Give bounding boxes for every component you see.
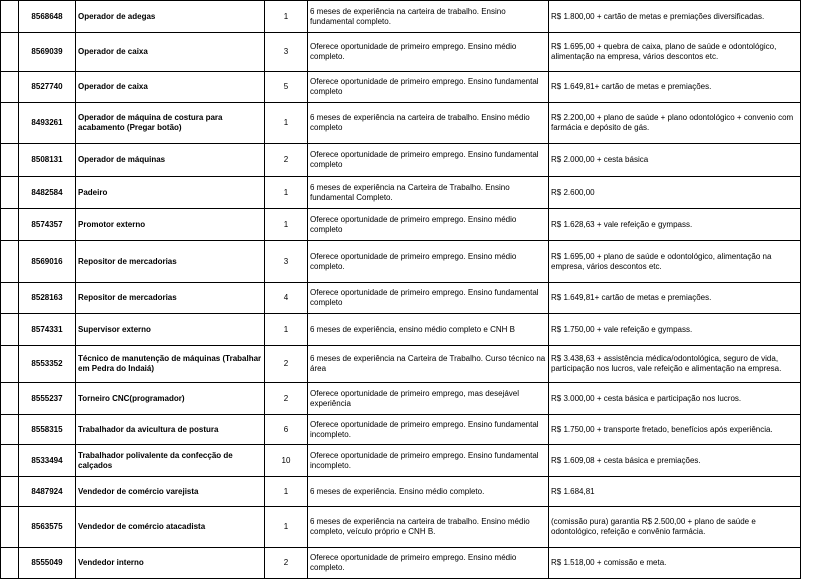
table-row	[1, 177, 801, 209]
table-row	[1, 507, 801, 548]
vacancy-count-cell: 2	[265, 548, 308, 579]
requirements-cell: Oferece oportunidade de primeiro emprego. Ensino fundamental completo	[308, 283, 549, 314]
vacancy-code-cell: 8527740	[19, 72, 76, 103]
row-margin-cell	[1, 209, 19, 241]
table-row	[1, 283, 801, 314]
requirements-cell: Oferece oportunidade de primeiro emprego. Ensino médio completo.	[308, 241, 549, 283]
table-row	[1, 383, 801, 415]
table-row	[1, 415, 801, 445]
vacancy-count-cell: 1	[265, 507, 308, 548]
job-title-cell: Trabalhador polivalente da confecção de calçados	[76, 445, 265, 477]
requirements-cell: Oferece oportunidade de primeiro emprego. Ensino fundamental incompleto.	[308, 445, 549, 477]
requirements-cell: 6 meses de experiência, ensino médio completo e CNH B	[308, 314, 549, 346]
vacancy-count-cell: 1	[265, 209, 308, 241]
salary-benefits-cell: R$ 1.649,81+ cartão de metas e premiações.	[549, 283, 801, 314]
requirements-cell: Oferece oportunidade de primeiro emprego. Ensino fundamental incompleto.	[308, 415, 549, 445]
job-title-cell: Operador de caixa	[76, 72, 265, 103]
requirements-cell: 6 meses de experiência na Carteira de Trabalho. Ensino fundamental Completo.	[308, 177, 549, 209]
vacancy-code-cell: 8569039	[19, 33, 76, 72]
row-margin-cell	[1, 72, 19, 103]
row-margin-cell	[1, 445, 19, 477]
vacancy-count-cell: 4	[265, 283, 308, 314]
salary-benefits-cell: R$ 1.695,00 + plano de saúde e odontológico, alimentação na empresa, vários descontos etc.	[549, 241, 801, 283]
requirements-cell: 6 meses de experiência na Carteira de Trabalho. Curso técnico na área	[308, 346, 549, 383]
table-row	[1, 241, 801, 283]
salary-benefits-cell: R$ 1.695,00 + quebra de caixa, plano de saúde e odontológico, alimentação na empresa, vários descontos etc.	[549, 33, 801, 72]
job-title-cell: Operador de máquinas	[76, 144, 265, 177]
table-row	[1, 445, 801, 477]
vacancy-code-cell: 8533494	[19, 445, 76, 477]
vacancy-count-cell: 1	[265, 103, 308, 144]
requirements-cell: Oferece oportunidade de primeiro emprego. Ensino médio completo	[308, 209, 549, 241]
table-row	[1, 33, 801, 72]
vacancy-count-cell: 2	[265, 346, 308, 383]
row-margin-cell	[1, 477, 19, 507]
vacancy-code-cell: 8487924	[19, 477, 76, 507]
row-margin-cell	[1, 548, 19, 579]
row-margin-cell	[1, 144, 19, 177]
job-title-cell: Padeiro	[76, 177, 265, 209]
requirements-cell: Oferece oportunidade de primeiro emprego. Ensino médio completo.	[308, 33, 549, 72]
salary-benefits-cell: R$ 2.200,00 + plano de saúde + plano odontológico + convenio com farmácia e depósito de gás.	[549, 103, 801, 144]
vacancy-count-cell: 2	[265, 144, 308, 177]
job-rows	[1, 1, 801, 579]
requirements-cell: 6 meses de experiência. Ensino médio completo.	[308, 477, 549, 507]
row-margin-cell	[1, 1, 19, 33]
job-title-cell: Repositor de mercadorias	[76, 283, 265, 314]
vacancy-code-cell: 8574357	[19, 209, 76, 241]
job-title-cell: Vendedor interno	[76, 548, 265, 579]
row-margin-cell	[1, 507, 19, 548]
row-margin-cell	[1, 346, 19, 383]
salary-benefits-cell: R$ 1.750,00 + vale refeição e gympass.	[549, 314, 801, 346]
salary-benefits-cell: R$ 1.750,00 + transporte fretado, benefícios após experiência.	[549, 415, 801, 445]
vacancy-code-cell: 8555237	[19, 383, 76, 415]
vacancy-code-cell: 8508131	[19, 144, 76, 177]
vacancy-count-cell: 3	[265, 241, 308, 283]
requirements-cell: 6 meses de experiência na carteira de trabalho. Ensino fundamental completo.	[308, 1, 549, 33]
requirements-cell: 6 meses de experiência na carteira de trabalho. Ensino médio completo	[308, 103, 549, 144]
table-row	[1, 144, 801, 177]
vacancy-count-cell: 1	[265, 477, 308, 507]
requirements-cell: Oferece oportunidade de primeiro emprego. Ensino médio completo.	[308, 548, 549, 579]
job-title-cell: Vendedor de comércio atacadista	[76, 507, 265, 548]
job-title-cell: Promotor externo	[76, 209, 265, 241]
table-row	[1, 209, 801, 241]
table-row	[1, 72, 801, 103]
vacancy-code-cell: 8563575	[19, 507, 76, 548]
job-title-cell: Operador de máquina de costura para acabamento (Pregar botão)	[76, 103, 265, 144]
vacancy-count-cell: 5	[265, 72, 308, 103]
vacancy-code-cell: 8558315	[19, 415, 76, 445]
vacancy-code-cell: 8482584	[19, 177, 76, 209]
vacancy-code-cell: 8553352	[19, 346, 76, 383]
salary-benefits-cell: R$ 1.609,08 + cesta básica e premiações.	[549, 445, 801, 477]
job-title-cell: Operador de caixa	[76, 33, 265, 72]
salary-benefits-cell: R$ 1.628,63 + vale refeição e gympass.	[549, 209, 801, 241]
row-margin-cell	[1, 383, 19, 415]
table-row	[1, 1, 801, 33]
salary-benefits-cell: (comissão pura) garantia R$ 2.500,00 + plano de saúde e odontológico, refeição e convênio farmácia.	[549, 507, 801, 548]
table-row	[1, 314, 801, 346]
salary-benefits-cell: R$ 2.000,00 + cesta básica	[549, 144, 801, 177]
salary-benefits-cell: R$ 1.800,00 + cartão de metas e premiações diversificadas.	[549, 1, 801, 33]
vacancy-code-cell: 8569016	[19, 241, 76, 283]
salary-benefits-cell: R$ 1.518,00 + comissão e meta.	[549, 548, 801, 579]
table-row	[1, 477, 801, 507]
vacancy-count-cell: 3	[265, 33, 308, 72]
requirements-cell: Oferece oportunidade de primeiro emprego, mas desejável experiência	[308, 383, 549, 415]
salary-benefits-cell: R$ 1.684,81	[549, 477, 801, 507]
vacancy-count-cell: 1	[265, 1, 308, 33]
table-row	[1, 548, 801, 579]
job-title-cell: Operador de adegas	[76, 1, 265, 33]
row-margin-cell	[1, 314, 19, 346]
salary-benefits-cell: R$ 2.600,00	[549, 177, 801, 209]
vacancy-count-cell: 2	[265, 383, 308, 415]
row-margin-cell	[1, 283, 19, 314]
vacancy-code-cell: 8493261	[19, 103, 76, 144]
row-margin-cell	[1, 177, 19, 209]
row-margin-cell	[1, 241, 19, 283]
job-title-cell: Técnico de manutenção de máquinas (Trabalhar em Pedra do Indaiá)	[76, 346, 265, 383]
row-margin-cell	[1, 415, 19, 445]
job-title-cell: Supervisor externo	[76, 314, 265, 346]
vacancy-code-cell: 8568648	[19, 1, 76, 33]
table-row	[1, 103, 801, 144]
requirements-cell: Oferece oportunidade de primeiro emprego. Ensino fundamental completo	[308, 72, 549, 103]
vacancy-count-cell: 1	[265, 314, 308, 346]
row-margin-cell	[1, 33, 19, 72]
salary-benefits-cell: R$ 3.438,63 + assistência médica/odontológica, seguro de vida, participação nos lucros, vale refeição e alimentação na empresa.	[549, 346, 801, 383]
job-title-cell: Vendedor de comércio varejista	[76, 477, 265, 507]
job-title-cell: Trabalhador da avicultura de postura	[76, 415, 265, 445]
vacancy-count-cell: 1	[265, 177, 308, 209]
salary-benefits-cell: R$ 3.000,00 + cesta básica e participação nos lucros.	[549, 383, 801, 415]
requirements-cell: Oferece oportunidade de primeiro emprego. Ensino fundamental completo	[308, 144, 549, 177]
salary-benefits-cell: R$ 1.649,81+ cartão de metas e premiações.	[549, 72, 801, 103]
job-title-cell: Torneiro CNC(programador)	[76, 383, 265, 415]
vacancy-code-cell: 8574331	[19, 314, 76, 346]
vacancy-count-cell: 6	[265, 415, 308, 445]
row-margin-cell	[1, 103, 19, 144]
requirements-cell: 6 meses de experiência na carteira de trabalho. Ensino médio completo, veículo próprio e CNH B.	[308, 507, 549, 548]
vacancy-code-cell: 8555049	[19, 548, 76, 579]
vacancy-code-cell: 8528163	[19, 283, 76, 314]
vacancy-count-cell: 10	[265, 445, 308, 477]
job-title-cell: Repositor de mercadorias	[76, 241, 265, 283]
table-row	[1, 346, 801, 383]
